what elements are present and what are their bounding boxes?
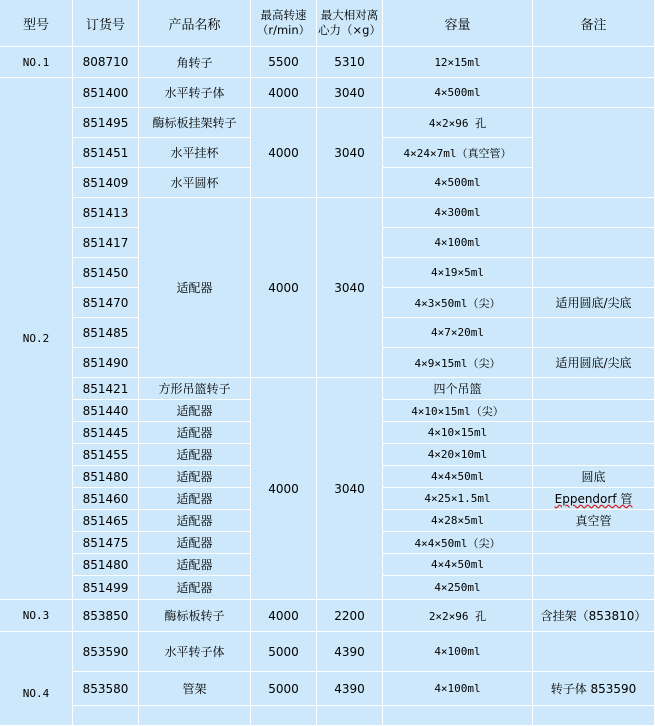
table-row [0,706,655,726]
capacity-cell: 四个吊篮 [383,378,533,400]
order-cell: 851445 [73,422,139,444]
order-cell: 851465 [73,510,139,532]
remark-cell [533,47,655,78]
remark-cell [533,198,655,228]
remark-cell: 含挂架（853810） [533,600,655,632]
order-cell: 851480 [73,554,139,576]
order-cell: 851400 [73,78,139,108]
order-cell: 851495 [73,108,139,138]
rcf-cell: 3040 [317,198,383,378]
model-cell: NO.3 [0,600,73,632]
speed-cell [251,706,317,726]
header-remark: 备注 [533,0,655,47]
capacity-cell: 4×500ml [383,78,533,108]
order-cell: 808710 [73,47,139,78]
header-capacity: 容量 [383,0,533,47]
capacity-cell: 4×300ml [383,198,533,228]
order-cell: 851450 [73,258,139,288]
remark-cell [533,532,655,554]
capacity-cell: 4×4×50ml [383,466,533,488]
product-cell: 适配器 [139,576,251,600]
product-cell: 水平转子体 [139,78,251,108]
product-cell: 适配器 [139,422,251,444]
remark-cell [533,488,655,510]
order-cell: 851417 [73,228,139,258]
header-model: 型号 [0,0,73,47]
remark-cell [533,554,655,576]
capacity-cell: 4×19×5ml [383,258,533,288]
product-cell: 适配器 [139,532,251,554]
order-cell: 851421 [73,378,139,400]
capacity-cell: 4×250ml [383,576,533,600]
table-row [0,378,655,400]
table-row [0,672,655,706]
speed-cell: 4000 [251,198,317,378]
order-cell: 851475 [73,532,139,554]
capacity-cell [383,706,533,726]
product-cell: 水平转子体 [139,632,251,672]
order-cell [73,706,139,726]
table-row [0,78,655,108]
rcf-cell: 5310 [317,47,383,78]
product-cell: 适配器 [139,488,251,510]
capacity-cell: 4×24×7ml（真空管） [383,138,533,168]
speed-cell: 5000 [251,672,317,706]
order-cell: 851451 [73,138,139,168]
rcf-cell: 2200 [317,600,383,632]
order-cell: 851413 [73,198,139,228]
table-row [0,198,655,228]
remark-cell [533,108,655,198]
speed-cell: 5500 [251,47,317,78]
remark-text: Eppendorf 管 [554,492,633,506]
remark-cell: 圆底 [533,466,655,488]
rcf-cell: 3040 [317,78,383,108]
product-cell: 适配器 [139,400,251,422]
order-cell: 851460 [73,488,139,510]
remark-cell [533,576,655,600]
rcf-cell: 3040 [317,378,383,600]
product-cell: 酶标板转子 [139,600,251,632]
header-max-speed: 最高转速（r/min） [251,0,317,47]
rcf-cell [317,706,383,726]
remark-cell [533,400,655,422]
rcf-cell: 4390 [317,632,383,672]
speed-cell: 5000 [251,632,317,672]
header-row [0,0,655,47]
product-cell [139,706,251,726]
product-cell: 适配器 [139,198,251,378]
order-cell: 853850 [73,600,139,632]
order-cell: 851485 [73,318,139,348]
order-cell: 851480 [73,466,139,488]
product-cell: 适配器 [139,510,251,532]
product-cell: 水平圆杯 [139,168,251,198]
speed-cell: 4000 [251,378,317,600]
remark-cell: 真空管 [533,510,655,532]
remark-cell [533,444,655,466]
capacity-cell: 4×28×5ml [383,510,533,532]
order-cell: 851470 [73,288,139,318]
capacity-cell: 4×10×15ml（尖） [383,400,533,422]
capacity-cell: 4×2×96 孔 [383,108,533,138]
order-cell: 853590 [73,632,139,672]
remark-cell [533,378,655,400]
capacity-cell: 4×4×50ml（尖） [383,532,533,554]
rcf-cell: 4390 [317,672,383,706]
product-cell: 角转子 [139,47,251,78]
capacity-cell: 12×15ml [383,47,533,78]
order-cell: 851490 [73,348,139,378]
capacity-cell: 4×4×50ml [383,554,533,576]
header-product-name: 产品名称 [139,0,251,47]
order-cell: 851455 [73,444,139,466]
product-cell: 酶标板挂架转子 [139,108,251,138]
header-max-rcf: 最大相对离心力（×g） [317,0,383,47]
capacity-cell: 4×7×20ml [383,318,533,348]
capacity-cell: 4×100ml [383,228,533,258]
remark-cell [533,422,655,444]
capacity-cell: 4×10×15ml [383,422,533,444]
remark-cell: 适用圆底/尖底 [533,288,655,318]
model-cell: NO.2 [0,78,73,600]
product-cell: 适配器 [139,554,251,576]
table-row [0,632,655,672]
header-order-number: 订货号 [73,0,139,47]
order-cell: 851499 [73,576,139,600]
capacity-cell: 4×100ml [383,632,533,672]
rcf-cell: 3040 [317,108,383,198]
capacity-cell: 4×3×50ml（尖） [383,288,533,318]
product-cell: 水平挂杯 [139,138,251,168]
product-cell: 适配器 [139,466,251,488]
model-cell: NO.1 [0,47,73,78]
model-cell: NO.4 [0,632,73,726]
remark-cell [533,258,655,288]
speed-cell: 4000 [251,600,317,632]
table-row [0,600,655,632]
order-cell: 853580 [73,672,139,706]
capacity-cell: 2×2×96 孔 [383,600,533,632]
capacity-cell: 4×25×1.5ml [383,488,533,510]
speed-cell: 4000 [251,78,317,108]
capacity-cell: 4×20×10ml [383,444,533,466]
order-cell: 851440 [73,400,139,422]
table-row [0,108,655,138]
remark-cell [533,318,655,348]
remark-cell [533,632,655,672]
order-cell: 851409 [73,168,139,198]
product-cell: 方形吊篮转子 [139,378,251,400]
speed-cell: 4000 [251,108,317,198]
capacity-cell: 4×500ml [383,168,533,198]
product-cell: 管架 [139,672,251,706]
remark-cell: 转子体 853590 [533,672,655,706]
remark-cell [533,706,655,726]
table-row [0,47,655,78]
remark-cell [533,228,655,258]
capacity-cell: 4×100ml [383,672,533,706]
product-cell: 适配器 [139,444,251,466]
remark-cell [533,78,655,108]
remark-cell: 适用圆底/尖底 [533,348,655,378]
capacity-cell: 4×9×15ml（尖） [383,348,533,378]
